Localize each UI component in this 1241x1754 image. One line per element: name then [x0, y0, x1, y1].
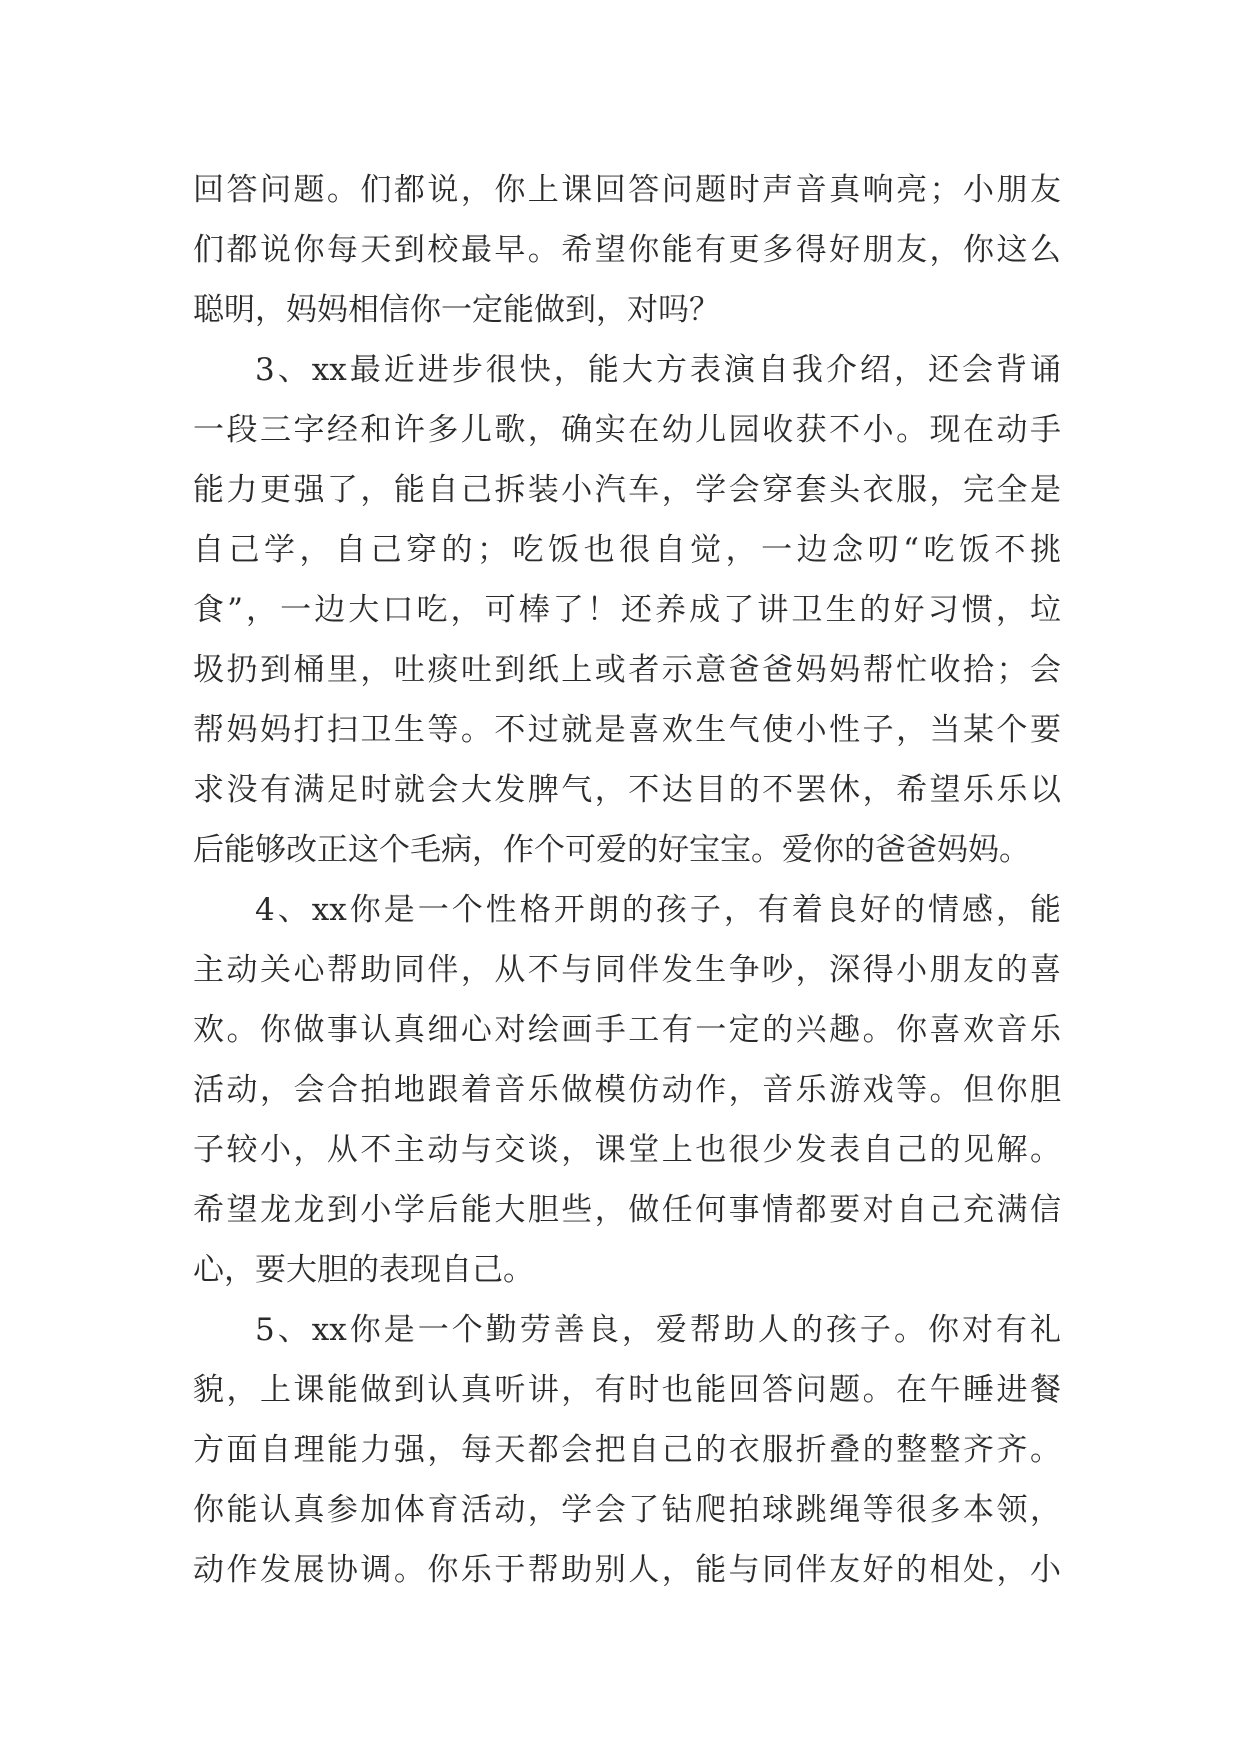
text-line: 一段三字经和许多儿歌，确实在幼儿园收获不小。现在动手 — [193, 412, 1061, 448]
text-line: 3、xx最近进步很快，能大方表演自我介绍，还会背诵 — [255, 352, 1061, 388]
text-line: 帮妈妈打扫卫生等。不过就是喜欢生气使小性子，当某个要 — [193, 712, 1061, 748]
text-line: 后能够改正这个毛病，作个可爱的好宝宝。爱你的爸爸妈妈。 — [193, 832, 1030, 868]
text-line: 心，要大胆的表现自己。 — [193, 1252, 534, 1288]
text-line: 动作发展协调。你乐于帮助别人，能与同伴友好的相处，小 — [193, 1552, 1061, 1588]
text-line: 欢。你做事认真细心对绘画手工有一定的兴趣。你喜欢音乐 — [193, 1012, 1061, 1048]
text-line: 聪明，妈妈相信你一定能做到，对吗？ — [193, 292, 720, 328]
text-line: 自己学，自己穿的；吃饭也很自觉，一边念叨“吃饭不挑 — [193, 532, 1061, 568]
text-line: 能力更强了，能自己拆装小汽车，学会穿套头衣服，完全是 — [193, 472, 1061, 508]
text-line: 圾扔到桶里，吐痰吐到纸上或者示意爸爸妈妈帮忙收拾；会 — [193, 652, 1061, 688]
text-line: 5、xx你是一个勤劳善良，爱帮助人的孩子。你对有礼 — [255, 1312, 1061, 1348]
text-line: 们都说你每天到校最早。希望你能有更多得好朋友，你这么 — [193, 232, 1061, 268]
text-line: 貌，上课能做到认真听讲，有时也能回答问题。在午睡进餐 — [193, 1372, 1061, 1408]
text-line: 希望龙龙到小学后能大胆些，做任何事情都要对自己充满信 — [193, 1192, 1061, 1228]
text-line: 主动关心帮助同伴，从不与同伴发生争吵，深得小朋友的喜 — [193, 952, 1061, 988]
text-line: 活动，会合拍地跟着音乐做模仿动作，音乐游戏等。但你胆 — [193, 1072, 1061, 1108]
text-line: 4、xx你是一个性格开朗的孩子，有着良好的情感，能 — [255, 892, 1061, 928]
text-line: 求没有满足时就会大发脾气，不达目的不罢休，希望乐乐以 — [193, 772, 1061, 808]
text-line: 方面自理能力强，每天都会把自己的衣服折叠的整整齐齐。 — [193, 1432, 1061, 1468]
text-line: 子较小，从不主动与交谈，课堂上也很少发表自己的见解。 — [193, 1132, 1061, 1168]
body-text — [193, 160, 1061, 1600]
text-line: 你能认真参加体育活动，学会了钻爬拍球跳绳等很多本领， — [193, 1492, 1061, 1528]
text-line: 回答问题。们都说，你上课回答问题时声音真响亮；小朋友 — [193, 172, 1061, 208]
text-line: 食”，一边大口吃，可棒了！还养成了讲卫生的好习惯，垃 — [193, 592, 1061, 628]
